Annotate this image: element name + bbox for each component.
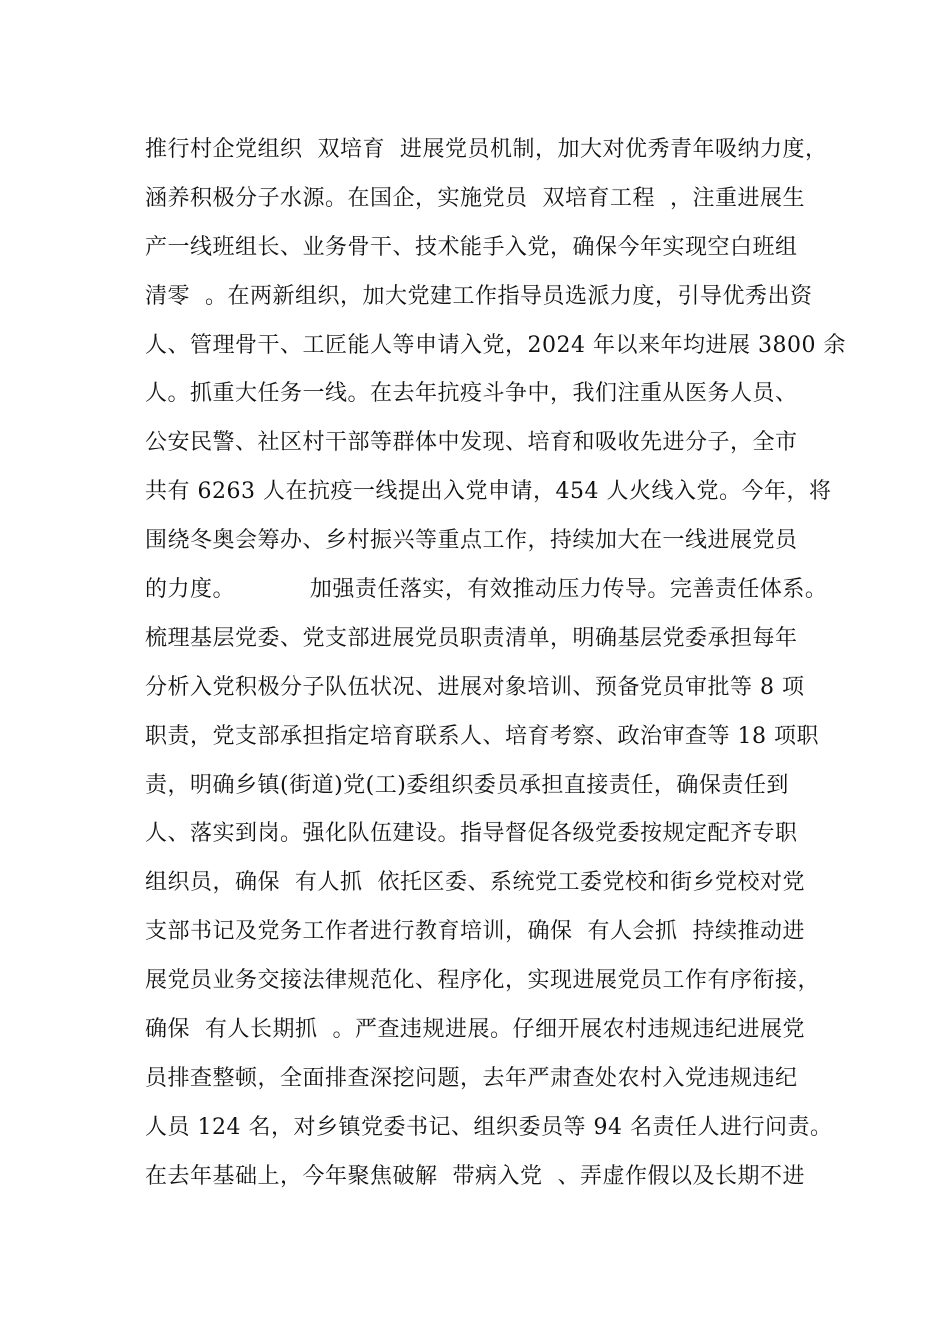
text-line: 职责，党支部承担指定培育联系人、培育考察、政治审查等 18 项职 (145, 723, 819, 749)
text-line: 梳理基层党委、党支部进展党员职责清单，明确基层党委承担每年 (145, 625, 798, 651)
text-line: 的力度。 加强责任落实，有效推动压力传导。完善责任体系。 (145, 577, 828, 603)
text-line: 人、落实到岗。强化队伍建设。指导督促各级党委按规定配齐专职 (145, 821, 798, 847)
text-line: 围绕冬奥会筹办、乡村振兴等重点工作，持续加大在一线进展党员 (145, 528, 798, 554)
text-line: 共有 6263 人在抗疫一线提出入党申请，454 人火线入党。今年，将 (145, 479, 832, 505)
text-line: 展党员业务交接法律规范化、程序化，实现进展党员工作有序衔接， (145, 968, 821, 994)
text-line: 产一线班组长、业务骨干、技术能手入党，确保今年实现空白班组 (145, 234, 798, 260)
text-line: 在去年基础上，今年聚焦破解 带病入党 、弄虚作假以及长期不进 (145, 1163, 805, 1189)
text-line: 责，明确乡镇(街道)党(工)委组织委员承担直接责任，确保责任到 (145, 772, 789, 798)
text-line: 人、管理骨干、工匠能人等申请入党，2024 年以来年均进展 3800 余 (145, 332, 846, 358)
text-line: 员排查整顿，全面排查深挖问题，去年严肃查处农村入党违规违纪 (145, 1065, 798, 1091)
text-line: 支部书记及党务工作者进行教育培训，确保 有人会抓 持续推动进 (145, 919, 805, 945)
text-line: 涵养积极分子水源。在国企，实施党员 双培育工程 ，注重进展生 (145, 185, 805, 211)
text-line: 公安民警、社区村干部等群体中发现、培育和吸收先进分子，全市 (145, 430, 798, 456)
text-line: 清零 。在两新组织，加大党建工作指导员选派力度，引导优秀出资 (145, 283, 813, 309)
text-line: 组织员，确保 有人抓 依托区委、系统党工委党校和街乡党校对党 (145, 870, 805, 896)
text-line: 人员 124 名，对乡镇党委书记、组织委员等 94 名责任人进行问责。 (145, 1114, 833, 1140)
body-text (145, 126, 845, 1202)
text-line: 人。抓重大任务一线。在去年抗疫斗争中，我们注重从医务人员、 (145, 381, 798, 407)
text-line: 分析入党积极分子队伍状况、进展对象培训、预备党员审批等 8 项 (145, 674, 805, 700)
text-line: 推行村企党组织 双培育 进展党员机制，加大对优秀青年吸纳力度， (145, 137, 828, 162)
text-line: 确保 有人长期抓 。严查违规进展。仔细开展农村违规违纪进展党 (145, 1017, 805, 1043)
